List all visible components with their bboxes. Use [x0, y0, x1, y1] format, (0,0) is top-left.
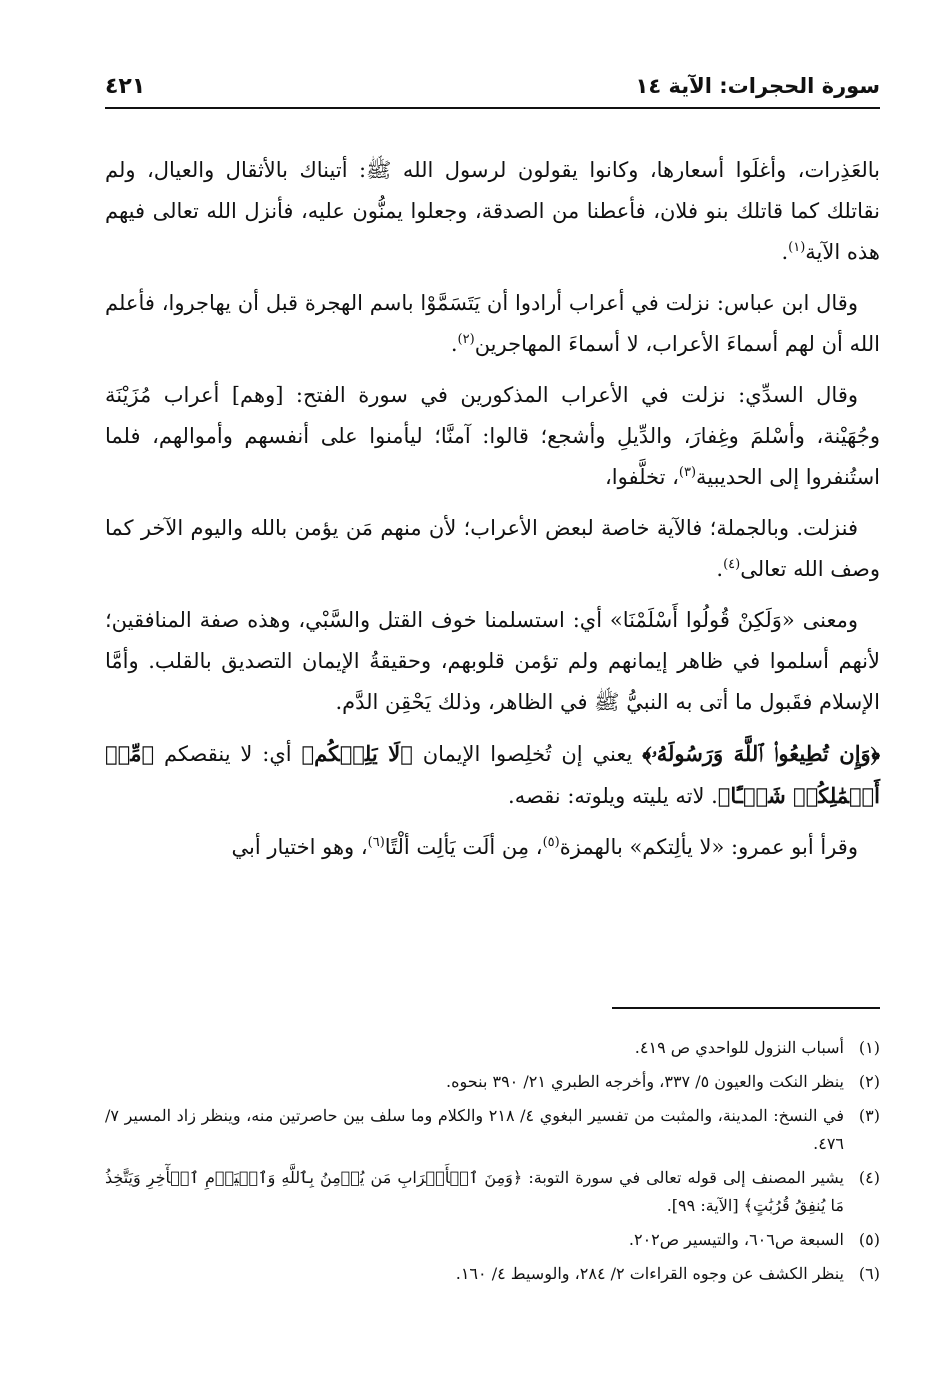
- paragraph-2-text: وقال ابن عباس: نزلت في أعراب أرادوا أن يَتَسَمَّوْا باسم الهجرة قبل أن يهاجروا، فأعلم الله أن لهم أسماءَ الأعراب، لا أسماءَ المهاجرين: [105, 291, 880, 356]
- footnote-number: (١): [858, 1038, 880, 1057]
- footnote-item: [105, 1164, 880, 1220]
- footnote-ref-4[interactable]: (٤): [723, 557, 741, 572]
- paragraph-7-text-2: ، مِن ألَت يَألِت ألْتًا: [384, 835, 543, 859]
- running-title: سورة الحجرات: الآية ١٤: [635, 74, 880, 98]
- page-number: ٤٢١: [105, 74, 146, 99]
- footnote-number: (٦): [858, 1264, 880, 1283]
- paragraph-1: [105, 150, 880, 273]
- footnote-text: ينظر الكشف عن وجوه القراءات ٢/ ٢٨٤، والوسيط ٤/ ١٦٠.: [455, 1264, 844, 1283]
- quran-quote-1: ﴿وَإِن تُطِيعُوا۟ ٱللَّهَ وَرَسُولَهُۥ﴾: [642, 741, 881, 766]
- paragraph-5-text: ومعنى «وَلَكِنْ قُولُوا أَسْلَمْنَا» أي: استسلمنا خوف القتل والسَّبْي، وهذه صفة المنافقين؛ لأنهم أسلموا في ظاهر إيمانهم ولم تؤمن قلوبهم، وحقيقةُ الإيمان التصديق بالقلب. وأمَّا الإسلام فقَبول ما أتى به النبيُّ ﷺ في الظاهر، وذلك يَحْقِن الدَّم.: [105, 608, 880, 714]
- paragraph-2: [105, 283, 880, 365]
- footnotes: [105, 1034, 880, 1294]
- footnote-ref-5[interactable]: (٥): [542, 835, 560, 850]
- paragraph-4-end: .: [716, 557, 724, 581]
- footnote-text: يشير المصنف إلى قوله تعالى في سورة التوبة: ﴿وَمِنَ ٱلۡأَعۡرَابِ مَن يُؤۡمِنُ بِٱللَّهِ وَٱلۡيَوۡمِ ٱلۡأٓخِرِ وَيَتَّخِذُ مَا يُنفِقُ قُرُبَٰتٍ﴾ [الآية: ٩٩].: [105, 1168, 844, 1215]
- footnote-text: ينظر النكت والعيون ٥/ ٣٣٧، وأخرجه الطبري ٢١/ ٣٩٠ بنحوه.: [446, 1072, 844, 1091]
- footnote-item: [105, 1068, 880, 1096]
- quran-quote-2: ﴿لَا يَلِتۡكُم﴾: [301, 741, 413, 766]
- footnote-item: [105, 1102, 880, 1158]
- footnote-ref-6[interactable]: (٦): [367, 835, 385, 850]
- paragraph-6: [105, 733, 880, 817]
- main-text: [105, 150, 880, 878]
- quran-quote-3: ﴿مِّنۡ أَعۡمَٰلِكُمۡ شَيۡـًٔا﴾: [105, 741, 880, 808]
- paragraph-1-end: .: [781, 240, 789, 264]
- paragraph-3-end: ، تخلَّفوا،: [605, 465, 679, 489]
- paragraph-4: [105, 508, 880, 590]
- header-rule: [105, 107, 880, 109]
- footnote-item: [105, 1260, 880, 1288]
- running-header: [105, 66, 880, 106]
- footnote-ref-3[interactable]: (٣): [678, 465, 697, 480]
- paragraph-3-text: وقال السدِّي: نزلت في الأعراب المذكورين في سورة الفتح: [وهم] أعراب مُزَيْنَة وجُهَيْنة، وأسْلمَ وغِفارَ، والدِّيلِ وأشجع؛ قالوا: آمنَّا؛ ليأمنوا على أنفسهم وأموالهم، فلما استُنفروا إلى الحديبية: [105, 383, 880, 489]
- footnote-number: (٥): [858, 1230, 880, 1249]
- footnote-number: (٤): [858, 1168, 880, 1187]
- footnote-text: السبعة ص٦٠٦، والتيسير ص٢٠٢.: [628, 1230, 844, 1249]
- paragraph-6-text-2: أي: لا ينقصكم: [154, 742, 302, 766]
- paragraph-7-text-3: ، وهو اختيار أبي: [231, 835, 368, 859]
- paragraph-1-text: بالعَذِرات، وأغلَوا أسعارها، وكانوا يقولون لرسول الله ﷺ: أتيناك بالأثقال والعيال، ولم نقاتلك كما قاتلك بنو فلان، فأعطنا من الصدقة، وجعلوا يمنُّون عليه، فأنزل الله تعالى فيهم هذه الآية: [105, 158, 880, 264]
- footnote-text: أسباب النزول للواحدي ص ٤١٩.: [634, 1038, 844, 1057]
- paragraph-4-text: فنزلت. وبالجملة؛ فالآية خاصة لبعض الأعراب؛ لأن منهم مَن يؤمن بالله واليوم الآخر كما وصف الله تعالى: [105, 516, 880, 581]
- paragraph-7-text-1: وقرأ أبو عمرو: «لا يألِتكم» بالهمزة: [559, 835, 858, 859]
- paragraph-6-text-1: يعني إن تُخلِصوا الإيمان: [412, 742, 643, 766]
- paragraph-3: [105, 375, 880, 498]
- paragraph-6-text-3: . لاته يليته ويلوته: نقصه.: [508, 784, 718, 808]
- footnote-separator: [612, 1007, 880, 1009]
- paragraph-2-end: .: [450, 332, 458, 356]
- footnote-text: في النسخ: المدينة، والمثبت من تفسير البغوي ٤/ ٢١٨ والكلام وما سلف بين حاصرتين منه، وينظر زاد المسير ٧/ ٤٧٦.: [105, 1106, 845, 1153]
- paragraph-5: [105, 600, 880, 723]
- footnote-ref-2[interactable]: (٢): [457, 332, 475, 347]
- footnote-item: [105, 1226, 880, 1254]
- paragraph-7: [105, 827, 880, 868]
- footnote-item: [105, 1034, 880, 1062]
- footnote-number: (٣): [858, 1106, 880, 1125]
- footnote-ref-1[interactable]: (١): [788, 240, 806, 255]
- footnote-number: (٢): [858, 1072, 880, 1091]
